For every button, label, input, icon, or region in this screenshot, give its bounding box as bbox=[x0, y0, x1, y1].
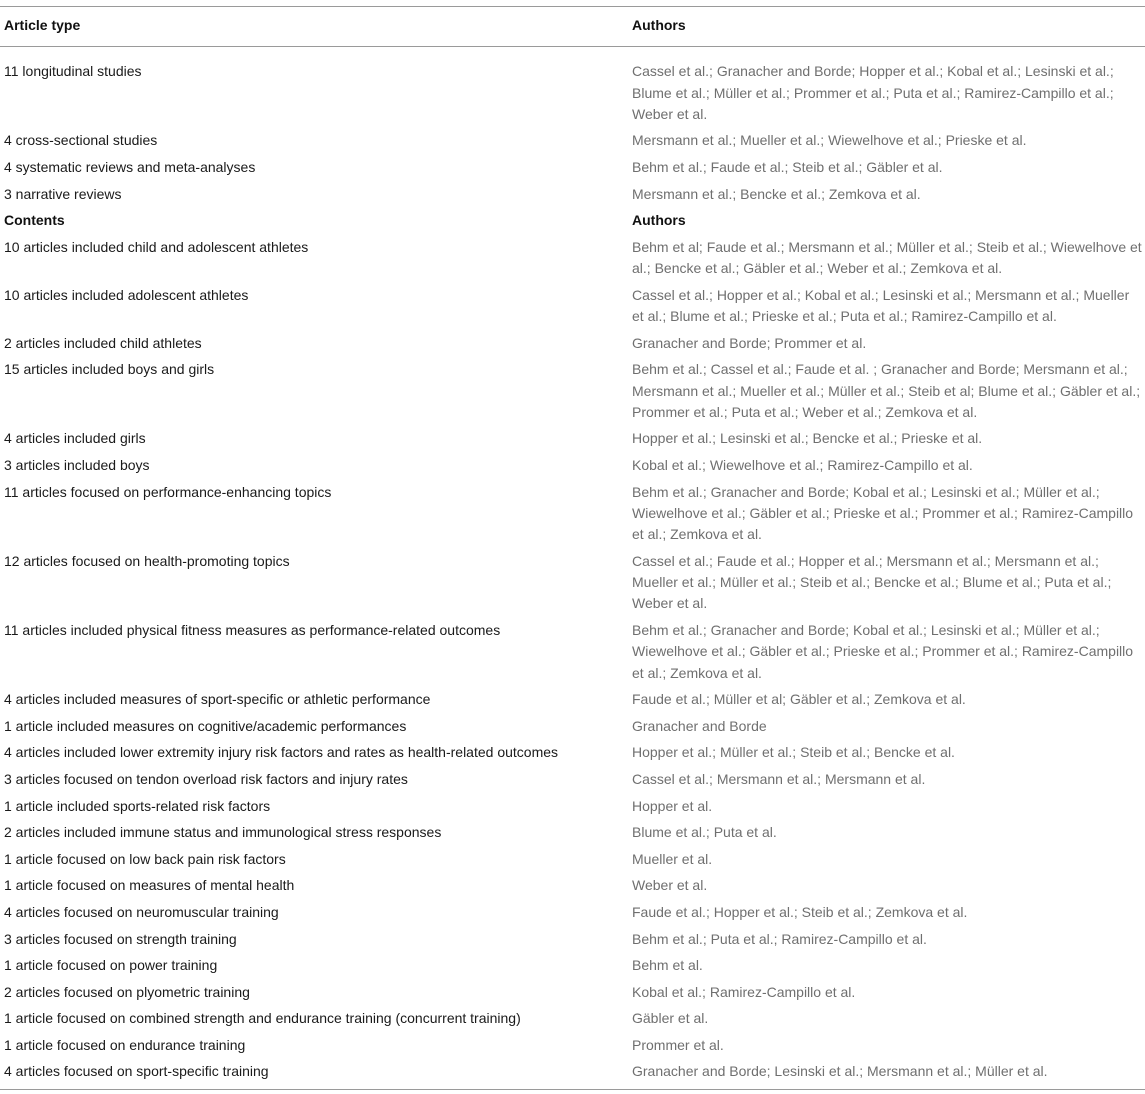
table-row bbox=[0, 822, 1145, 849]
row-authors: Hopper et al.; Lesinski et al.; Bencke et al.; Prieske et al. bbox=[632, 430, 983, 447]
table-row bbox=[0, 61, 1145, 130]
row-label: 15 articles included boys and girls bbox=[4, 361, 215, 378]
row-label: 11 articles included physical fitness measures as performance-related outcomes bbox=[4, 621, 501, 638]
table-row bbox=[0, 455, 1145, 482]
row-label: 2 articles focused on plyometric training bbox=[4, 983, 250, 1000]
row-label: 4 articles included lower extremity injury risk factors and rates as health-related outcomes bbox=[4, 744, 559, 761]
table-row bbox=[0, 157, 1145, 184]
row-authors: Mueller et al. bbox=[632, 850, 713, 867]
row-label: 10 articles included adolescent athletes bbox=[4, 286, 249, 303]
row-label: 1 article focused on combined strength and endurance training (concurrent training) bbox=[4, 1010, 521, 1027]
row-authors: Behm et al.; Cassel et al.; Faude et al. ; Granacher and Borde; Mersmann et al.; Mersmann et al.; Mueller et al.; Müller et al.; Steib et al; Blume et al.; Gäbler et al.; Prommer et al.; Puta et al.; Weber et al.; Zemkova et al. bbox=[632, 361, 1141, 420]
row-authors: Cassel et al.; Faude et al.; Hopper et al.; Mersmann et al.; Mersmann et al.; Mueller et al.; Müller et al.; Steib et al.; Bencke et al.; Blume et al.; Puta et al.; Weber et al. bbox=[632, 552, 1112, 612]
contents-subheader bbox=[0, 210, 1145, 237]
row-authors: Mersmann et al.; Bencke et al.; Zemkova et al. bbox=[632, 185, 921, 202]
row-label: 4 articles focused on neuromuscular training bbox=[4, 903, 279, 920]
row-authors: Behm et al.; Granacher and Borde; Kobal et al.; Lesinski et al.; Müller et al.; Wiewelhove et al.; Gäbler et al.; Prieske et al.; Prommer et al.; Ramirez-Campillo et al.; Zemkova et al. bbox=[632, 483, 1134, 543]
table-row bbox=[0, 742, 1145, 769]
row-label: 4 articles included girls bbox=[4, 430, 146, 447]
subheader-contents: Contents bbox=[4, 212, 65, 229]
table-row bbox=[0, 130, 1145, 157]
row-label: 1 article included sports-related risk factors bbox=[4, 797, 271, 814]
row-authors: Cassel et al.; Mersmann et al.; Mersmann et al. bbox=[632, 770, 926, 787]
row-label: 2 articles included child athletes bbox=[4, 334, 202, 351]
table-body bbox=[0, 47, 1145, 1088]
table-header bbox=[0, 7, 1145, 46]
row-authors: Hopper et al.; Müller et al.; Steib et al.; Bencke et al. bbox=[632, 744, 955, 761]
row-label: 3 articles focused on strength training bbox=[4, 930, 237, 947]
table-row bbox=[0, 875, 1145, 902]
row-label: 3 articles focused on tendon overload risk factors and injury rates bbox=[4, 770, 408, 787]
table-row bbox=[0, 237, 1145, 285]
row-authors: Blume et al.; Puta et al. bbox=[632, 824, 777, 841]
row-label: 1 article focused on power training bbox=[4, 957, 218, 974]
row-authors: Granacher and Borde; Lesinski et al.; Mersmann et al.; Müller et al. bbox=[632, 1063, 1048, 1080]
row-label: 2 articles included immune status and immunological stress responses bbox=[4, 824, 442, 841]
table-row bbox=[0, 716, 1145, 743]
header-article-type: Article type bbox=[4, 17, 81, 33]
row-label: 11 articles focused on performance-enhancing topics bbox=[4, 483, 332, 500]
table-row bbox=[0, 184, 1145, 211]
row-authors: Faude et al.; Hopper et al.; Steib et al.; Zemkova et al. bbox=[632, 903, 968, 920]
row-label: 1 article focused on measures of mental health bbox=[4, 877, 295, 894]
row-authors: Hopper et al. bbox=[632, 797, 713, 814]
row-authors: Cassel et al.; Hopper et al.; Kobal et al.; Lesinski et al.; Mersmann et al.; Mueller et al.; Blume et al.; Prieske et al.; Puta et al.; Ramirez-Campillo et al. bbox=[632, 286, 1130, 325]
row-label: 1 article focused on endurance training bbox=[4, 1036, 246, 1053]
table-row bbox=[0, 796, 1145, 823]
table-row bbox=[0, 428, 1145, 455]
table-row bbox=[0, 1061, 1145, 1088]
row-label: 4 articles included measures of sport-specific or athletic performance bbox=[4, 691, 431, 708]
row-authors: Faude et al.; Müller et al; Gäbler et al.; Zemkova et al. bbox=[632, 691, 966, 708]
table-row bbox=[0, 285, 1145, 333]
row-label: 11 longitudinal studies bbox=[4, 63, 142, 80]
table-row bbox=[0, 849, 1145, 876]
row-label: 4 cross-sectional studies bbox=[4, 132, 158, 149]
row-label: 1 article included measures on cognitive/academic performances bbox=[4, 717, 407, 734]
table-row bbox=[0, 689, 1145, 716]
table-row bbox=[0, 359, 1145, 428]
header-authors: Authors bbox=[632, 17, 686, 33]
table-row bbox=[0, 929, 1145, 956]
row-authors: Mersmann et al.; Mueller et al.; Wiewelhove et al.; Prieske et al. bbox=[632, 132, 1027, 149]
row-authors: Weber et al. bbox=[632, 877, 708, 894]
row-authors: Granacher and Borde; Prommer et al. bbox=[632, 334, 867, 351]
row-label: 4 systematic reviews and meta-analyses bbox=[4, 159, 256, 176]
row-label: 10 articles included child and adolescent athletes bbox=[4, 238, 309, 255]
table-row bbox=[0, 982, 1145, 1009]
row-authors: Behm et al.; Puta et al.; Ramirez-Campillo et al. bbox=[632, 930, 927, 947]
row-authors: Behm et al; Faude et al.; Mersmann et al.; Müller et al.; Steib et al.; Wiewelhove et al.; Bencke et al.; Gäbler et al.; Weber et al.; Zemkova et al. bbox=[632, 238, 1142, 277]
row-label: 3 articles included boys bbox=[4, 457, 150, 474]
table-row bbox=[0, 1035, 1145, 1062]
row-authors: Behm et al.; Granacher and Borde; Kobal et al.; Lesinski et al.; Müller et al.; Wiewelhove et al.; Gäbler et al.; Prieske et al.; Prommer et al.; Ramirez-Campillo et al.; Zemkova et al. bbox=[632, 621, 1134, 681]
table-row bbox=[0, 620, 1145, 689]
table-row bbox=[0, 955, 1145, 982]
row-authors: Granacher and Borde bbox=[632, 717, 767, 734]
table-row bbox=[0, 902, 1145, 929]
table-row bbox=[0, 333, 1145, 360]
row-authors: Kobal et al.; Ramirez-Campillo et al. bbox=[632, 983, 856, 1000]
bottom-rule bbox=[0, 1089, 1145, 1090]
row-authors: Kobal et al.; Wiewelhove et al.; Ramirez-Campillo et al. bbox=[632, 457, 973, 474]
row-authors: Gäbler et al. bbox=[632, 1010, 709, 1027]
table-row bbox=[0, 482, 1145, 551]
row-label: 4 articles focused on sport-specific training bbox=[4, 1063, 269, 1080]
subheader-authors: Authors bbox=[632, 212, 686, 229]
row-authors: Cassel et al.; Granacher and Borde; Hopper et al.; Kobal et al.; Lesinski et al.; Blume et al.; Müller et al.; Prommer et al.; Puta et al.; Ramirez-Campillo et al.; Weber et al. bbox=[632, 63, 1114, 122]
row-label: 12 articles focused on health-promoting topics bbox=[4, 552, 290, 569]
row-authors: Behm et al.; Faude et al.; Steib et al.; Gäbler et al. bbox=[632, 159, 943, 176]
row-label: 1 article focused on low back pain risk factors bbox=[4, 850, 286, 867]
table-row bbox=[0, 551, 1145, 620]
summary-table bbox=[0, 6, 1145, 1090]
row-authors: Prommer et al. bbox=[632, 1036, 724, 1053]
row-authors: Behm et al. bbox=[632, 957, 703, 974]
row-label: 3 narrative reviews bbox=[4, 185, 122, 202]
table-row bbox=[0, 1008, 1145, 1035]
table-row bbox=[0, 769, 1145, 796]
